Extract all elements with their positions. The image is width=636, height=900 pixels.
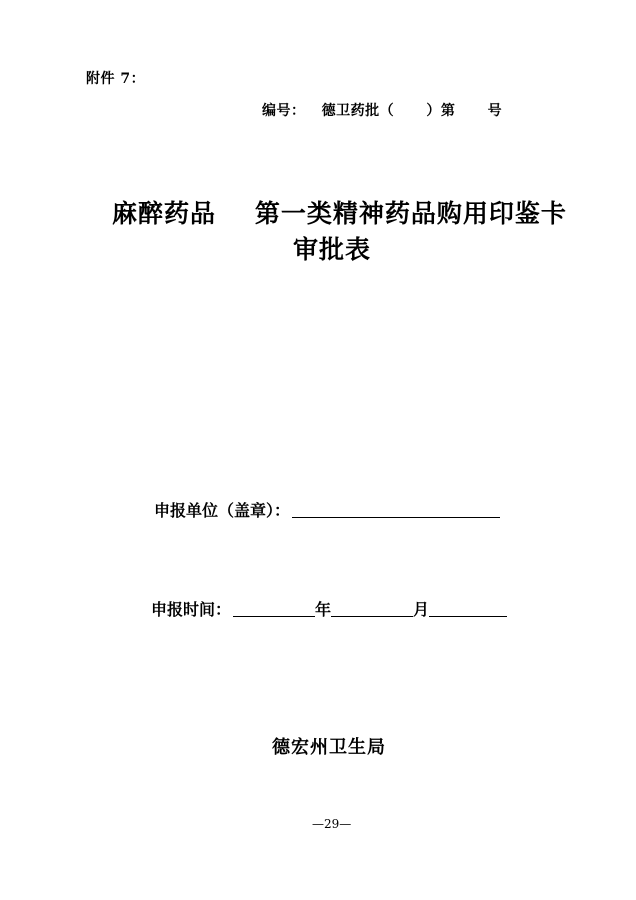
year-label: 年 (315, 599, 332, 619)
month-blank (331, 600, 413, 617)
attachment-label: 附件 7： (86, 71, 146, 87)
day-blank (429, 600, 507, 617)
applicant-unit-field (154, 498, 500, 520)
application-date-label: 申报时间： (151, 599, 232, 619)
document-title: 麻醉药品 第一类精神药品购用印鉴卡 (112, 199, 567, 228)
year-blank (233, 600, 315, 617)
page-number: —29— (312, 817, 352, 831)
applicant-unit-label: 申报单位（盖章）： (154, 500, 291, 520)
issuing-authority: 德宏州卫生局 (272, 737, 386, 758)
document-subtitle: 审批表 (293, 235, 372, 264)
month-label: 月 (413, 599, 430, 619)
applicant-unit-blank (292, 501, 500, 518)
application-date-field (151, 597, 507, 619)
serial-number-line: 编号： 德卫药批（ ）第 号 (262, 103, 503, 119)
